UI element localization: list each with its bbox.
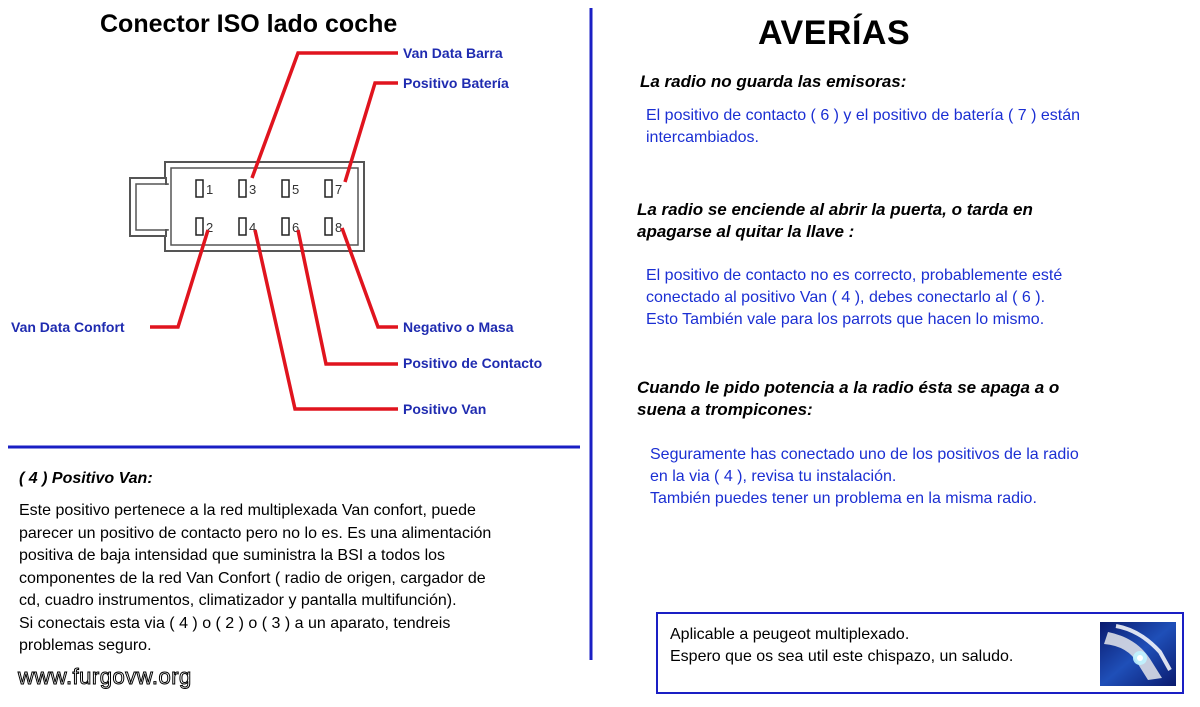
label-van-data-barra: Van Data Barra	[403, 45, 503, 61]
section-line: positiva de baja intensidad que suministra la BSI a todos los	[19, 547, 446, 564]
label-negativo-masa: Negativo o Masa	[403, 319, 514, 335]
wire-pin-3	[252, 53, 398, 178]
pin-slot-7	[325, 180, 332, 197]
issue-3-question: Cuando le pido potencia a la radio ésta se apaga a o suena a trompicones:	[637, 378, 1060, 419]
section-line: Si conectais esta via ( 4 ) o ( 2 ) o ( 3 ) a un aparato, tendreis	[19, 614, 451, 632]
pin-number-3: 3	[249, 182, 257, 197]
issue-3-answer: Seguramente has conectado uno de los positivos de la radio en la via ( 4 ), revisa tu instalación. También puedes tener un problema en la misma radio.	[650, 446, 1079, 507]
pin-slot-6	[282, 218, 289, 235]
pin-number-2: 2	[206, 220, 214, 235]
iso-connector	[130, 162, 364, 251]
label-positivo-van: Positivo Van	[403, 401, 487, 417]
pin-slot-2	[196, 218, 203, 235]
section-line: parecer un positivo de contacto pero no lo es. Es una alimentación	[19, 524, 492, 542]
faults-title: AVERÍAS	[758, 14, 911, 52]
section-line: cd, cuadro instrumentos, climatizador y pantalla multifunción).	[19, 592, 457, 609]
issue-1-question: La radio no guarda las emisoras:	[640, 72, 907, 91]
label-positivo-contacto: Positivo de Contacto	[403, 355, 543, 371]
section-body	[19, 500, 491, 658]
connector-title: Conector ISO lado coche	[100, 10, 398, 38]
section-line: problemas seguro.	[19, 637, 152, 654]
section-title: ( 4 ) Positivo Van:	[19, 470, 153, 487]
label-van-data-confort: Van Data Confort	[11, 319, 125, 335]
pin-number-8: 8	[335, 220, 343, 235]
website-watermark: www.furgovw.org	[18, 664, 192, 689]
pin-slot-4	[239, 218, 246, 235]
issue-2-question: La radio se enciende al abrir la puerta, o tarda en apagarse al quitar la llave :	[637, 200, 1033, 241]
pin-slot-1	[196, 180, 203, 197]
label-positivo-bateria: Positivo Batería	[403, 75, 509, 91]
pin-number-4: 4	[249, 220, 257, 235]
issue-2-answer: El positivo de contacto no es correcto, probablemente esté conectado al positivo Van ( 4 ), debes conectarlo al ( 6 ). Esto También vale para los parrots que hacen lo mismo.	[646, 267, 1063, 328]
pin-slot-5	[282, 180, 289, 197]
section-line: componentes de la red Van Confort ( radio de origen, cargador de	[19, 569, 486, 587]
pin-slot-3	[239, 180, 246, 197]
issue-1-answer: El positivo de contacto ( 6 ) y el positivo de batería ( 7 ) están intercambiados.	[646, 107, 1080, 146]
footer-text: Aplicable a peugeot multiplexado. Espero que os sea util este chispazo, un saludo.	[670, 626, 1014, 665]
pin-number-1: 1	[206, 182, 214, 197]
section-line: Este positivo pertenece a la red multiplexada Van confort, puede	[19, 502, 476, 519]
pin-slot-8	[325, 218, 332, 235]
spark-plug-icon	[1100, 622, 1176, 686]
pin-number-6: 6	[292, 220, 300, 235]
pin-number-7: 7	[335, 182, 343, 197]
pin-number-5: 5	[292, 182, 300, 197]
